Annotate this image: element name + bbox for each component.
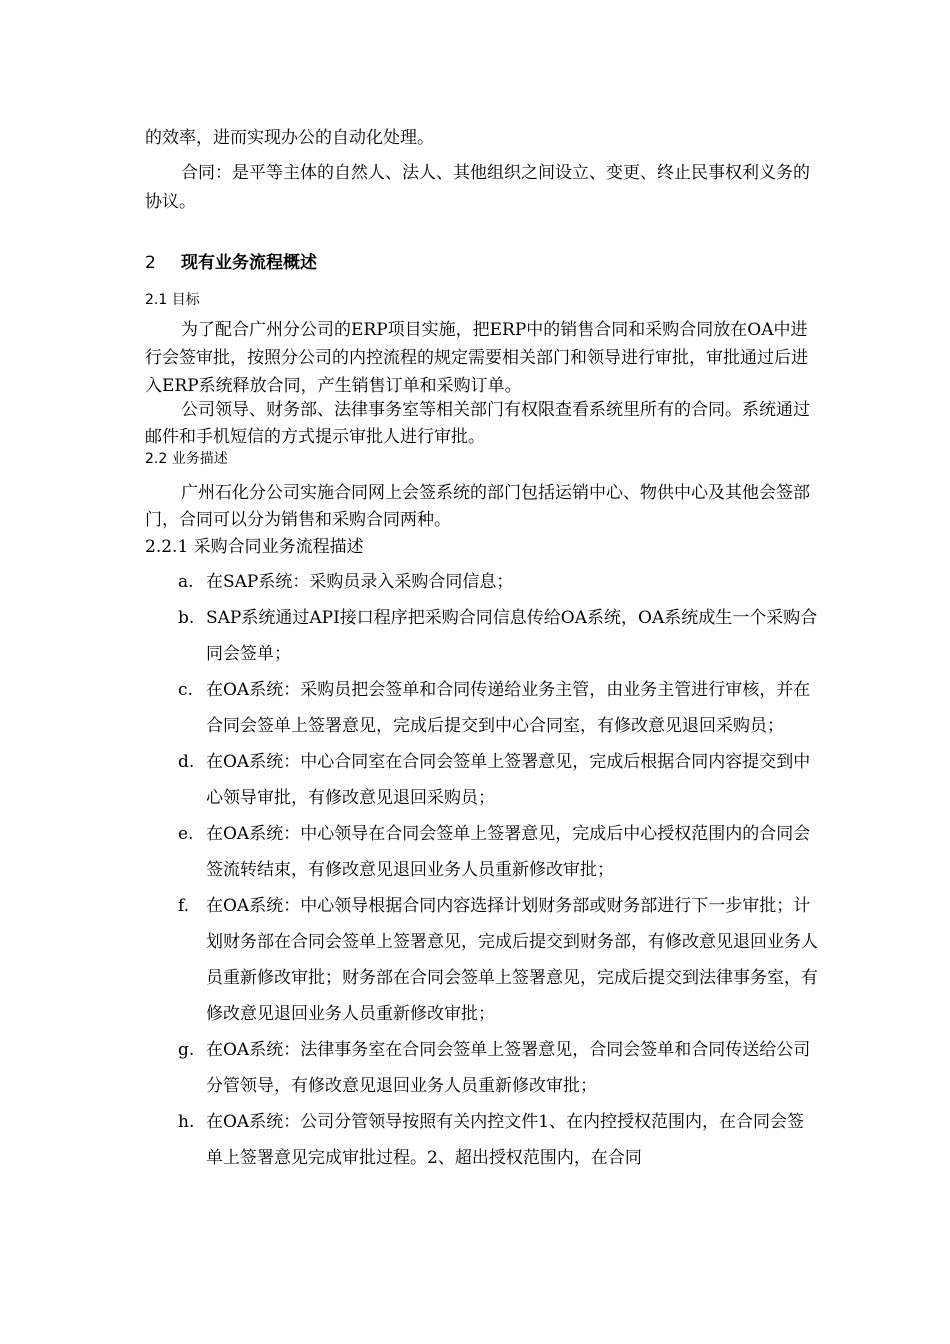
section-2-1-number: 2.1 bbox=[145, 292, 168, 308]
section-2-2-1-heading: 2.2.1 采购合同业务流程描述 bbox=[145, 537, 364, 557]
section-2-2-title: 业务描述 bbox=[171, 451, 228, 467]
list-item-text: 在OA系统：公司分管领导按照有关内控文件1、在内控授权范围内，在合同会签单上签署意见完成审批过程。2、超出授权范围内，在合同 bbox=[206, 1112, 805, 1168]
list-item bbox=[178, 600, 818, 672]
list-marker: d. bbox=[178, 752, 195, 772]
section-2-title: 现有业务流程概述 bbox=[181, 253, 317, 273]
goal-paragraph-1: 为了配合广州分公司的ERP项目实施，把ERP中的销售合同和采购合同放在OA中进行会签审批，按照分公司的内控流程的规定需要相关部门和领导进行审批，审批通过后进入ERP系统释放合同，产生销售订单和采购订单。 bbox=[145, 320, 808, 396]
list-item bbox=[178, 672, 818, 744]
intro-line: 的效率，进而实现办公的自动化处理。 bbox=[145, 128, 434, 148]
procurement-process-list bbox=[178, 564, 818, 1176]
list-marker: f. bbox=[178, 896, 190, 916]
list-marker: a. bbox=[178, 572, 194, 592]
list-item-text: 在OA系统：中心领导根据合同内容选择计划财务部或财务部进行下一步审批；计划财务部在合同会签单上签署意见，完成后提交到财务部，有修改意见退回业务人员重新修改审批；财务部在合同会签单上签署意见，完成后提交到法律事务室，有修改意见退回业务人员重新修改审批； bbox=[206, 896, 818, 1024]
section-2-2-number: 2.2 bbox=[145, 451, 168, 467]
list-item bbox=[178, 1032, 818, 1104]
list-marker: h. bbox=[178, 1112, 195, 1132]
list-item bbox=[178, 816, 818, 888]
section-2-1-heading bbox=[145, 289, 200, 309]
goal-paragraph-2: 公司领导、财务部、法律事务室等相关部门有权限查看系统里所有的合同。系统通过邮件和手机短信的方式提示审批人进行审批。 bbox=[145, 400, 810, 447]
list-item bbox=[178, 1104, 818, 1176]
list-item-text: 在OA系统：中心合同室在合同会签单上签署意见，完成后根据合同内容提交到中心领导审批，有修改意见退回采购员； bbox=[206, 752, 811, 808]
business-description-paragraph: 广州石化分公司实施合同网上会签系统的部门包括运销中心、物供中心及其他会签部门，合同可以分为销售和采购合同两种。 bbox=[145, 483, 810, 530]
list-item-text: SAP系统通过API接口程序把采购合同信息传给OA系统，OA系统成生一个采购合同会签单； bbox=[206, 608, 818, 664]
list-item bbox=[178, 744, 818, 816]
list-item-text: 在OA系统：中心领导在合同会签单上签署意见，完成后中心授权范围内的合同会签流转结束，有修改意见退回业务人员重新修改审批； bbox=[206, 824, 811, 880]
list-item bbox=[178, 564, 818, 600]
list-marker: e. bbox=[178, 824, 194, 844]
section-2-heading bbox=[145, 248, 317, 273]
list-item-text: 在OA系统：采购员把会签单和合同传递给业务主管，由业务主管进行审核，并在合同会签单上签署意见，完成后提交到中心合同室，有修改意见退回采购员； bbox=[206, 680, 811, 736]
list-item bbox=[178, 888, 818, 1032]
list-item-text: 在OA系统：法律事务室在合同会签单上签署意见，合同会签单和合同传送给公司分管领导，有修改意见退回业务人员重新修改审批； bbox=[206, 1040, 811, 1096]
list-marker: g. bbox=[178, 1040, 195, 1060]
list-marker: b. bbox=[178, 608, 195, 628]
contract-definition: 合同：是平等主体的自然人、法人、其他组织之间设立、变更、终止民事权利义务的协议。 bbox=[145, 163, 810, 212]
section-2-2-heading bbox=[145, 448, 228, 468]
section-2-1-title: 目标 bbox=[171, 292, 200, 308]
list-item-text: 在SAP系统：采购员录入采购合同信息； bbox=[206, 572, 514, 592]
section-2-number: 2 bbox=[145, 253, 156, 273]
list-marker: c. bbox=[178, 680, 193, 700]
